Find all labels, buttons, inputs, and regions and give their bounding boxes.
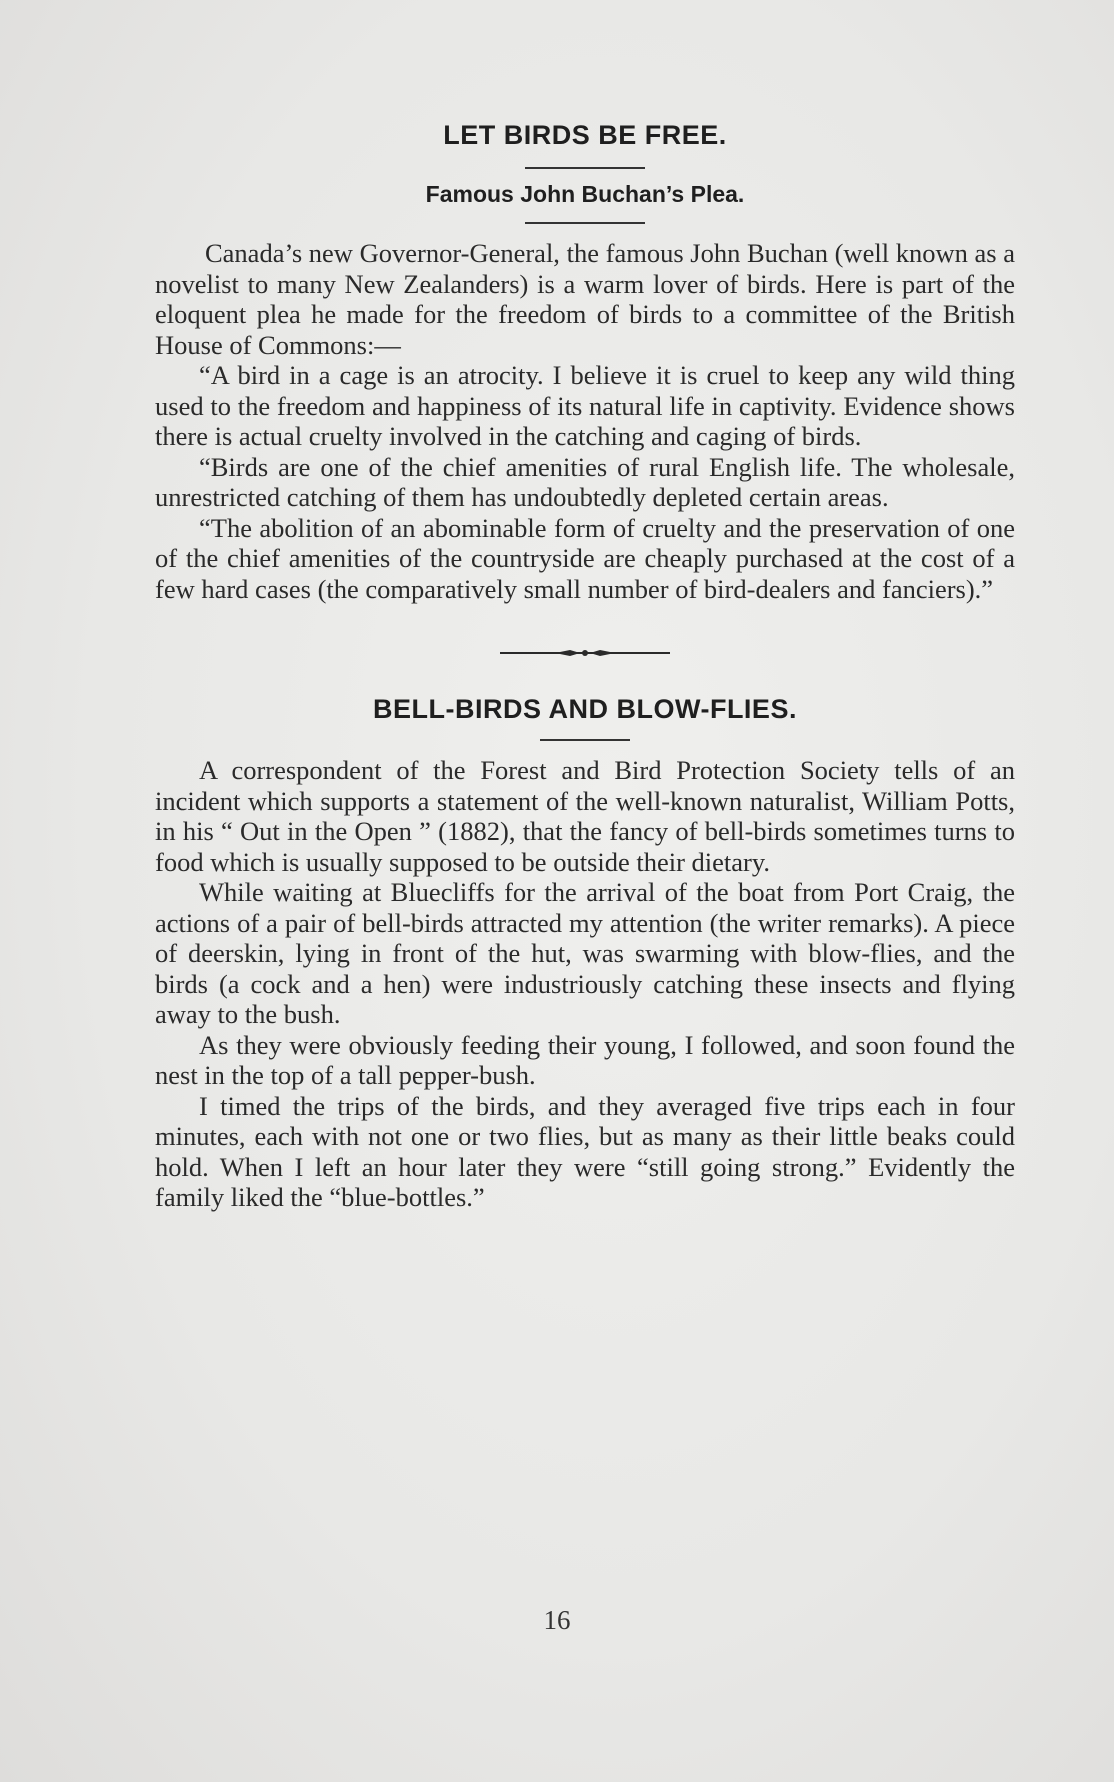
article1-body [155,238,1015,604]
article2-body [155,755,1015,1213]
page-content [155,120,1015,1213]
article2-paragraph: A correspondent of the Forest and Bird Protection Society tells of an incident which supports a statement of the well-known naturalist, William Potts, in his “ Out in the Open ” (1882), that the fancy of bell-birds sometimes turns to food which is usually supposed to be outside their dietary. [155,755,1015,877]
article2-paragraph: As they were obviously feeding their young, I followed, and soon found the nest in the top of a tall pepper-bush. [155,1029,1015,1090]
article1-title: LET BIRDS BE FREE. [443,120,727,150]
article1-paragraph: Canada’s new Governor-General, the famous John Buchan (well known as a novelist to many New Zealanders) is a warm lover of birds. Here is part of the eloquent plea he made for the freedom of birds to a committee of the British House of Commons:— [155,238,1015,360]
article1-subtitle: Famous John Buchan’s Plea. [425,181,745,207]
article2-paragraph: While waiting at Bluecliffs for the arrival of the boat from Port Craig, the actions of a pair of bell-birds attracted my attention (the writer remarks). A piece of deerskin, lying in front of the hut, was swarming with blow-flies, and the birds (a cock and a hen) were industriously catching these insects and flying away to the bush. [155,877,1015,1029]
article1-paragraph: “The abolition of an abominable form of cruelty and the preservation of one of the chief amenities of the countryside are cheaply purchased at the cost of a few hard cases (the comparatively small number of bird-dealers and fanciers).” [155,512,1015,604]
ornament-divider [500,646,670,660]
title-rule [525,167,645,169]
article1-paragraph: “Birds are one of the chief amenities of rural English life. The wholesale, unrestricted catching of them has undoubtedly depleted certain areas. [155,451,1015,512]
page-number: 16 [543,1605,571,1635]
article1-paragraph: “A bird in a cage is an atrocity. I believe it is cruel to keep any wild thing used to the freedom and happiness of its natural life in captivity. Evidence shows there is actual cruelty involved in the catching and caging of birds. [155,360,1015,451]
subtitle-rule [525,222,645,224]
article2-paragraph: I timed the trips of the birds, and they averaged five trips each in four minutes, each with not one or two flies, but as many as their little beaks could hold. When I left an hour later they were “still going strong.” Evidently the family liked the “blue-bottles.” [155,1090,1015,1212]
article2-rule [540,739,630,741]
article2-title: BELL-BIRDS AND BLOW-FLIES. [373,694,797,724]
